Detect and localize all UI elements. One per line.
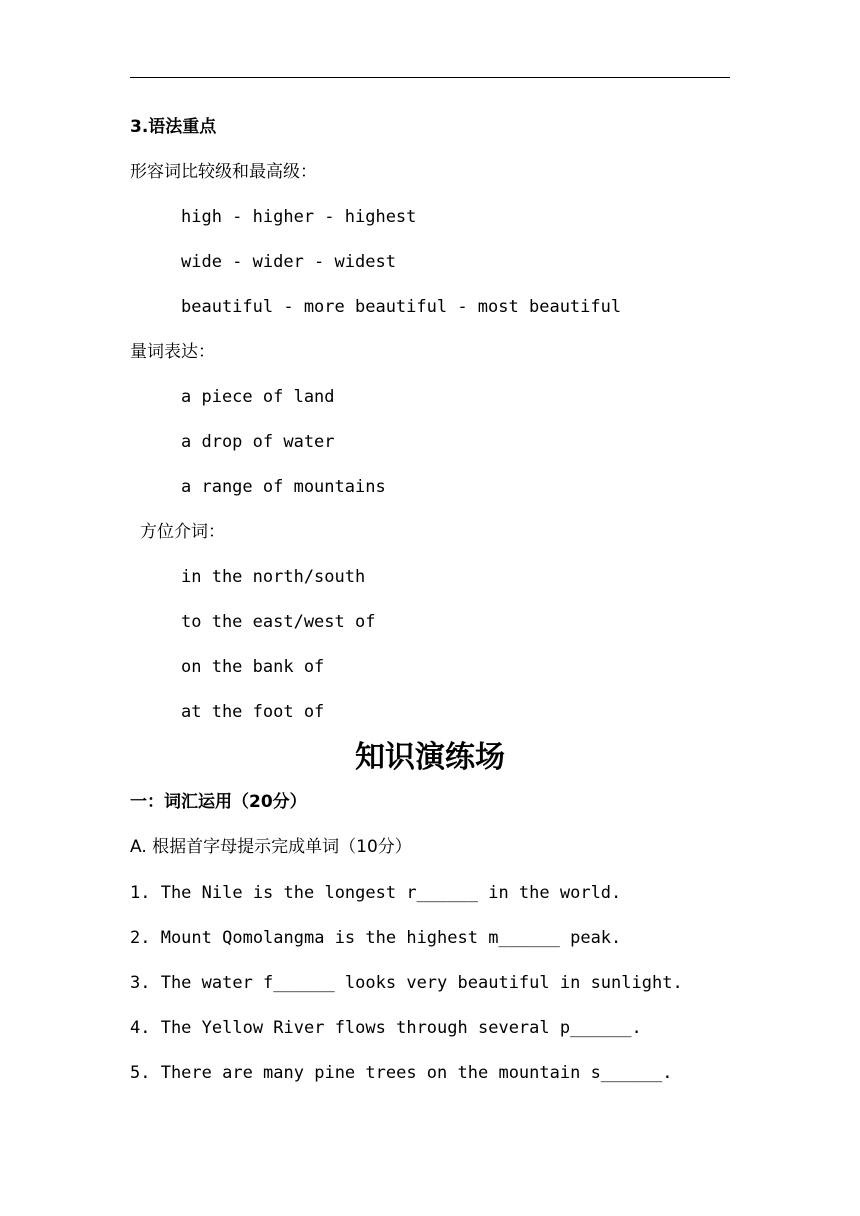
- comparative-item: beautiful - more beautiful - most beautiful: [181, 297, 622, 317]
- comparative-item: wide - wider - widest: [181, 252, 396, 272]
- measure-item: a drop of water: [181, 432, 335, 452]
- question-item: 1. The Nile is the longest r______ in the world.: [130, 883, 622, 903]
- question-item: 3. The water f______ looks very beautiful in sunlight.: [130, 973, 683, 993]
- preposition-item: in the north/south: [181, 567, 366, 587]
- question-item: 5. There are many pine trees on the mountain s______.: [130, 1063, 673, 1083]
- preposition-item: on the bank of: [181, 657, 325, 677]
- section-one-heading: 一：词汇运用（20分）: [130, 792, 307, 812]
- measure-label: 量词表达：: [130, 342, 215, 362]
- prepositions-label: 方位介词：: [140, 522, 225, 542]
- preposition-item: at the foot of: [181, 702, 325, 722]
- header-divider: [130, 77, 730, 78]
- comparative-label: 形容词比较级和最高级：: [130, 162, 317, 182]
- question-item: 4. The Yellow River flows through several p______.: [130, 1018, 642, 1038]
- question-item: 2. Mount Qomolangma is the highest m______ peak.: [130, 928, 622, 948]
- comparative-item: high - higher - highest: [181, 207, 417, 227]
- practice-title: 知识演练场: [355, 740, 505, 775]
- preposition-item: to the east/west of: [181, 612, 376, 632]
- part-a-instruction: A. 根据首字母提示完成单词（10分）: [130, 837, 412, 857]
- grammar-heading: 3.语法重点: [130, 117, 217, 137]
- measure-item: a piece of land: [181, 387, 335, 407]
- measure-item: a range of mountains: [181, 477, 386, 497]
